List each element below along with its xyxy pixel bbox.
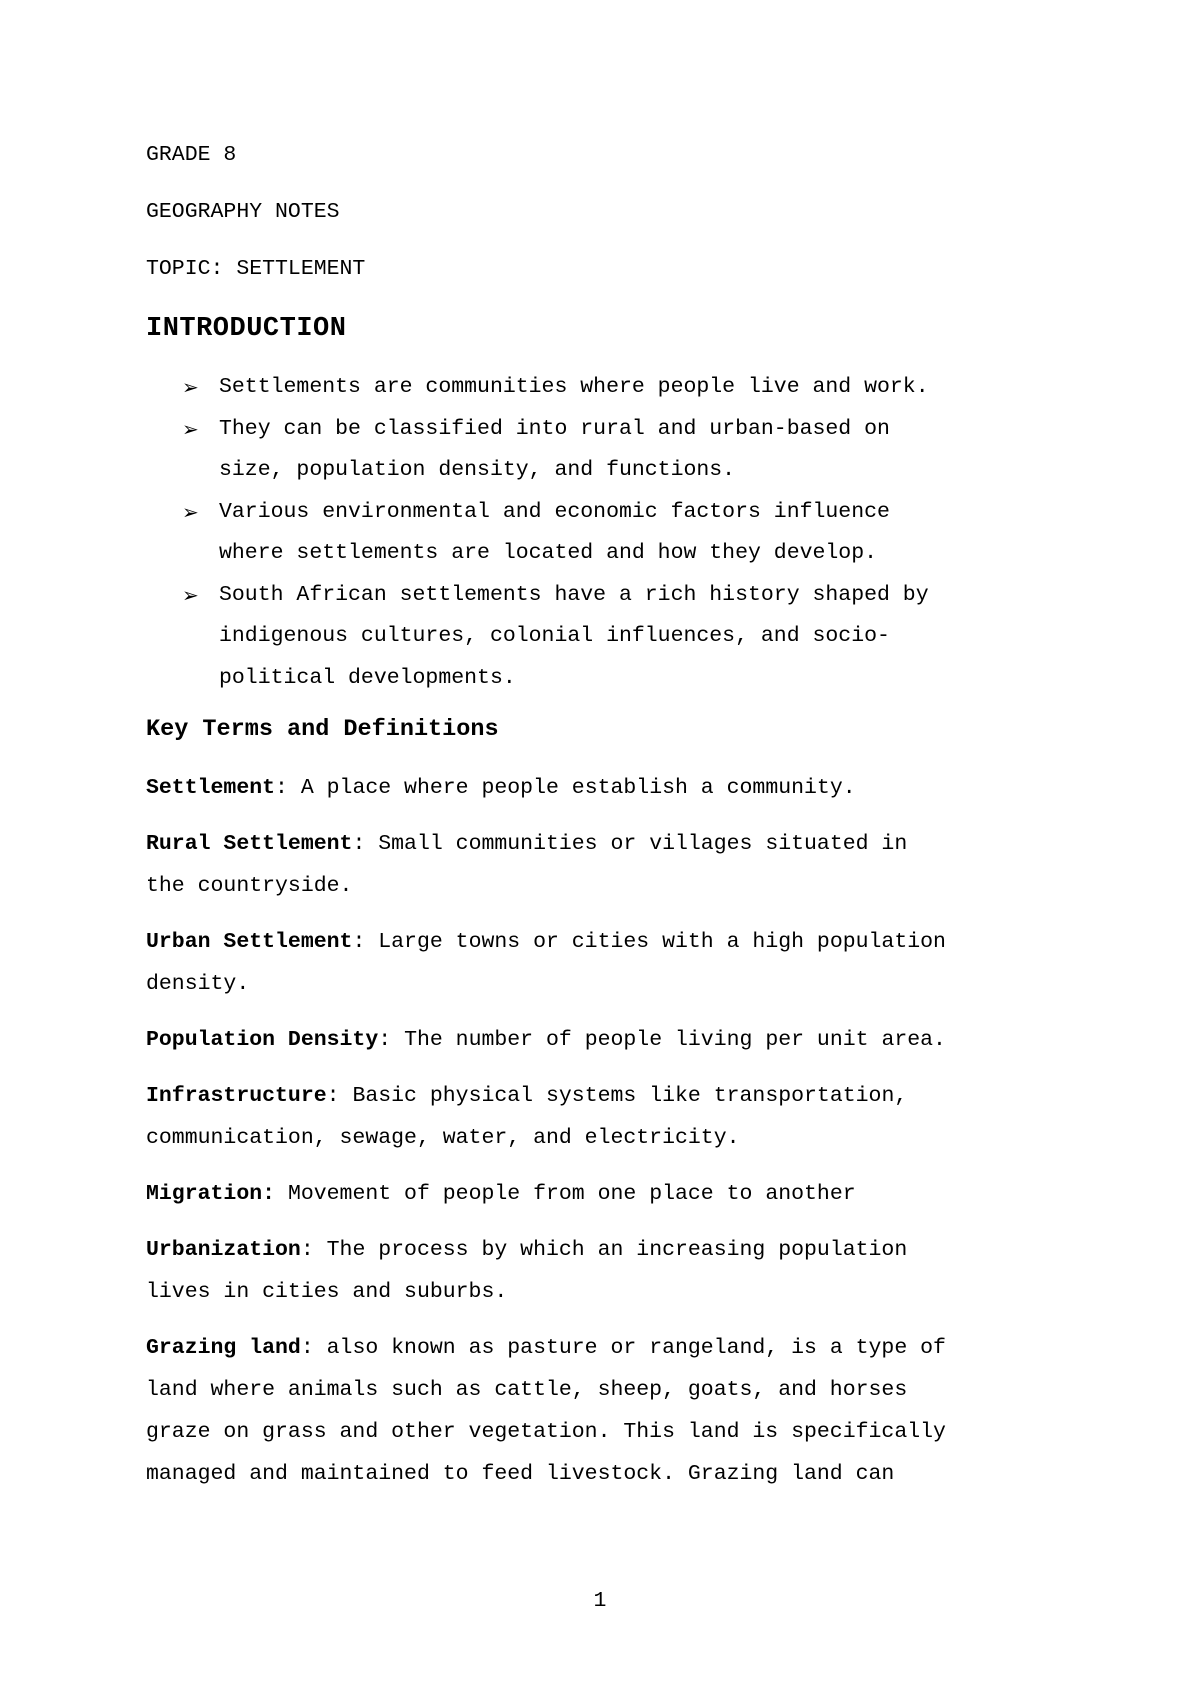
introduction-bullet — [146, 409, 1076, 492]
key-term-definition-line: managed and maintained to feed livestock. Grazing land can — [146, 1462, 895, 1486]
key-term-separator — [275, 1182, 288, 1206]
key-term-definition-line: lives in cities and suburbs. — [146, 1280, 508, 1304]
key-term-definition-line: Large towns or cities with a high population — [378, 930, 946, 954]
key-term-entry — [146, 1075, 1076, 1159]
key-terms-heading: Key Terms and Definitions — [146, 716, 499, 743]
key-term-definition-line: Small communities or villages situated in — [378, 832, 908, 856]
bullet-text-line: indigenous cultures, colonial influences, and socio- — [219, 624, 890, 648]
arrowhead-bullet-icon: ➢ — [182, 582, 199, 607]
bullet-text-line: size, population density, and functions. — [219, 458, 736, 482]
key-term-definition-line: A place where people establish a community. — [300, 776, 856, 800]
key-term-name: Urban Settlement — [146, 930, 353, 954]
subject-line: GEOGRAPHY NOTES — [146, 200, 340, 224]
bullet-text-line: political developments. — [219, 665, 516, 690]
topic-line: TOPIC: SETTLEMENT — [146, 257, 366, 281]
grade-line: GRADE 8 — [146, 143, 237, 167]
key-term-definition-line: the countryside. — [146, 874, 353, 898]
bullet-text-line: Various environmental and economic factors influence — [219, 499, 890, 524]
key-term-definition-line: Movement of people from one place to another — [287, 1182, 856, 1206]
key-term-name: Urbanization — [146, 1238, 301, 1262]
key-term-definition-line: Basic physical systems like transportation, — [352, 1084, 908, 1108]
key-term-separator: : — [378, 1028, 405, 1052]
introduction-bullet — [146, 367, 1076, 409]
page-content — [146, 140, 1076, 1509]
key-term-separator: : — [275, 776, 301, 800]
key-term-entry — [146, 1229, 1076, 1313]
key-term-entry — [146, 1173, 1076, 1215]
introduction-bullet — [146, 575, 1076, 700]
key-term-separator: : — [352, 930, 379, 954]
key-term-name: Infrastructure — [146, 1084, 327, 1108]
bullet-text-line: Settlements are communities where people live and work. — [219, 375, 929, 399]
introduction-bullet-list — [146, 367, 1076, 699]
key-term-definition-line: The process by which an increasing population — [326, 1238, 908, 1262]
key-term-separator: : — [300, 1336, 327, 1360]
key-terms-list — [146, 767, 1076, 1495]
bullet-text-line: They can be classified into rural and urban-based on — [219, 416, 890, 441]
key-term-definition-line: The number of people living per unit area. — [404, 1028, 946, 1052]
key-term-entry — [146, 1019, 1076, 1061]
introduction-heading: INTRODUCTION — [146, 314, 347, 344]
key-term-separator: : — [326, 1084, 353, 1108]
key-term-separator: : — [352, 832, 379, 856]
key-term-entry — [146, 823, 1076, 907]
key-term-definition-line: graze on grass and other vegetation. This land is specifically — [146, 1420, 946, 1444]
key-term-name: Migration: — [146, 1182, 276, 1206]
key-term-separator: : — [300, 1238, 327, 1262]
key-term-name: Settlement — [146, 776, 276, 800]
bullet-text-line: where settlements are located and how they develop. — [219, 541, 878, 565]
page-number: 1 — [593, 1589, 607, 1613]
arrowhead-bullet-icon: ➢ — [182, 416, 199, 441]
key-term-definition-line: density. — [146, 972, 250, 996]
key-term-entry — [146, 767, 1076, 809]
introduction-bullet — [146, 492, 1076, 575]
arrowhead-bullet-icon: ➢ — [182, 375, 199, 399]
key-term-name: Population Density — [146, 1028, 379, 1052]
key-term-definition-line: land where animals such as cattle, sheep, goats, and horses — [146, 1378, 908, 1402]
key-term-entry — [146, 921, 1076, 1005]
key-term-name: Rural Settlement — [146, 832, 353, 856]
bullet-text-line: South African settlements have a rich history shaped by — [219, 582, 929, 607]
arrowhead-bullet-icon: ➢ — [182, 499, 199, 524]
key-term-entry — [146, 1327, 1076, 1495]
key-term-definition-line: also known as pasture or rangeland, is a type of — [326, 1336, 946, 1360]
key-term-definition-line: communication, sewage, water, and electricity. — [146, 1126, 740, 1150]
key-term-name: Grazing land — [146, 1336, 301, 1360]
